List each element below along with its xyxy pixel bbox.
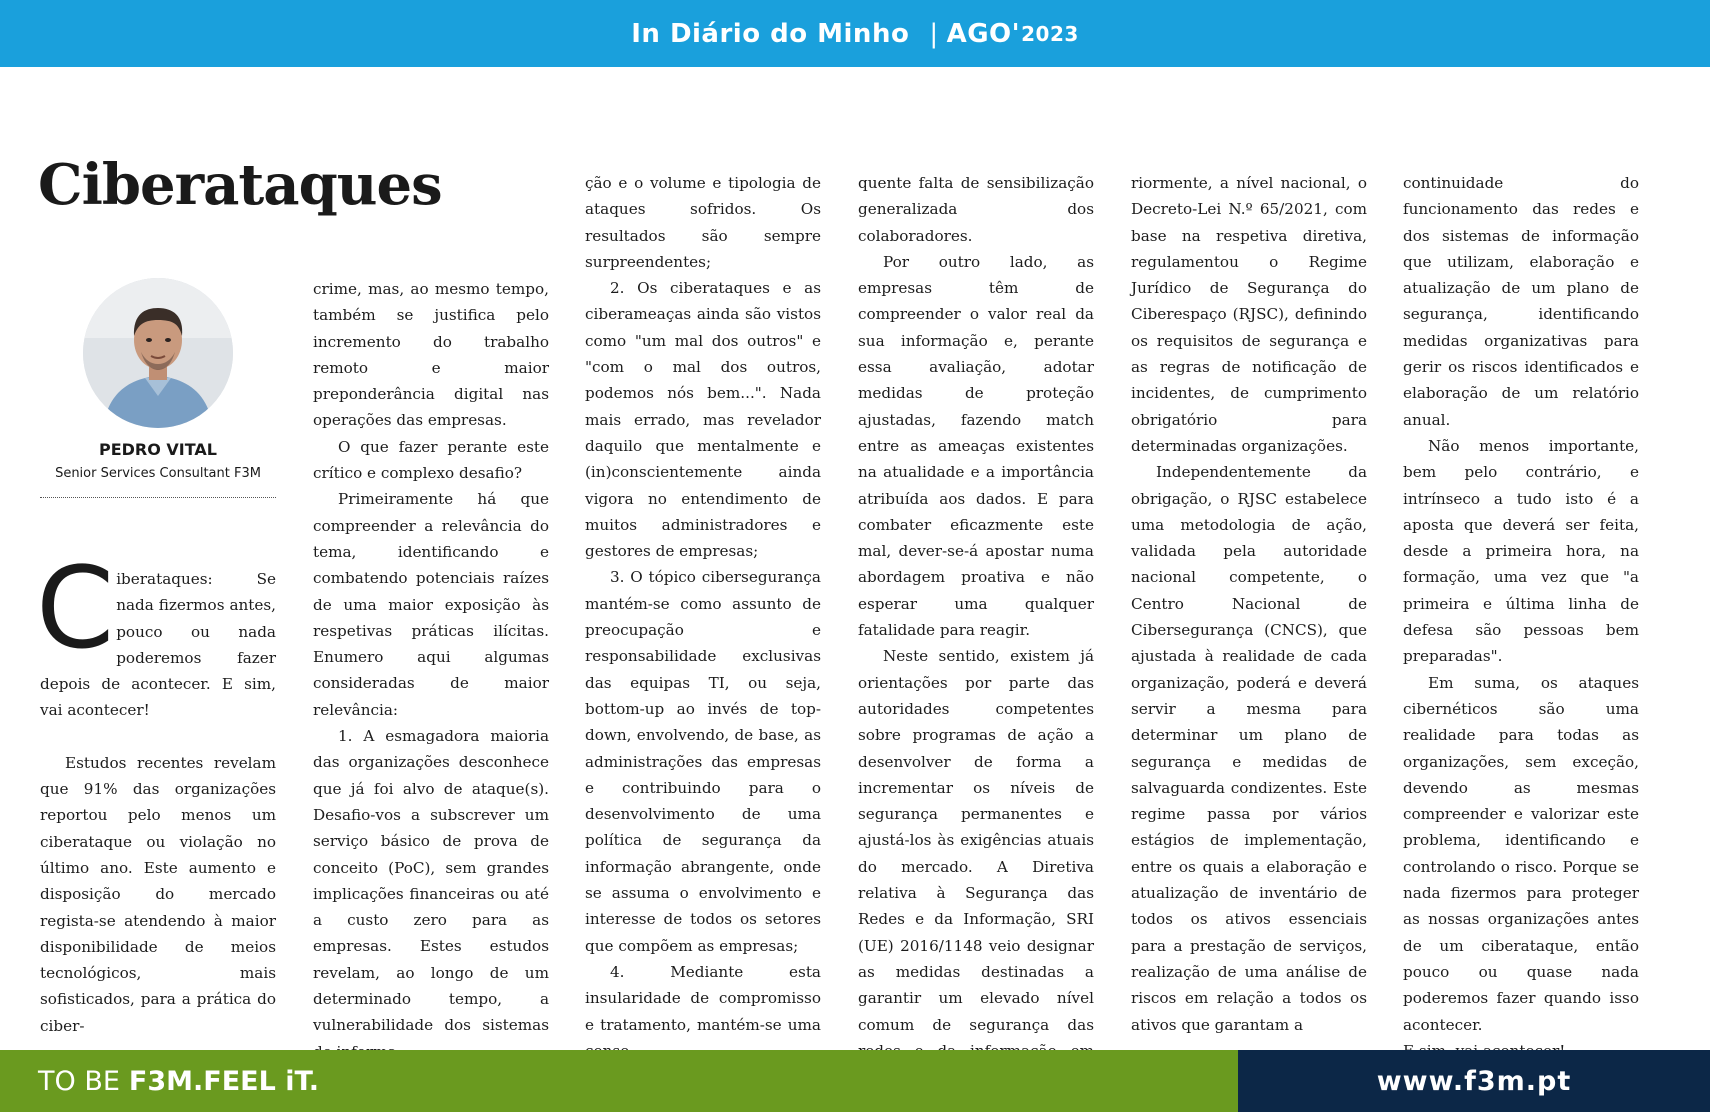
author-role: Senior Services Consultant F3M — [55, 466, 261, 481]
body-paragraph: 1. A esmagadora maioria das organizações desconhece que já foi alvo de ataque(s). Desafio-vos a subscrever um serviço básico de prova de conceito (PoC), sem grandes implicações financeiras ou até a custo zero para as empresas. Estes estudos revelam, ao longo de um determinado tempo, a vulnerabilidade dos sistemas — [313, 727, 549, 1035]
body-paragraph: riormente, a nível nacional, o Decreto-Lei N.º 65/2021, com base na respetiva diretiva, regulamentou o Regime Jurídico de Segurança do Ciberespaço (RJSC), definindo os requisitos de segurança e as regras de notificação de incidentes, de cumprimento obrigatório para determinadas organizações. — [1131, 174, 1367, 455]
author-photo — [83, 278, 233, 428]
body-paragraph: Estudos recentes revelam que 91% das organizações reportou pelo menos um ciberataque ou violação no último ano. Este aumento e disposição do mercado regista-se atendendo à maior disponibilidade de meios tecnológicos, mais sofisticados, para a prática do ciber- — [40, 753, 276, 1035]
footer-website-bar — [1238, 1050, 1710, 1112]
body-paragraph: Independentemente da obrigação, o RJSC estabelece uma metodologia de ação, validada pela autoridade nacional competente, o Centro Nacional de Cibersegurança (CNCS), que ajustada à realidade de cada organização, poderá e deverá servir a mesma para determinar um plano de segurança e medidas de salvaguarda condizentes. Este regime passa por vários estágios de implementação, entre os quais a elaboração e atualização de inventário de todos os ativos essenciais para a prestação de serviços, realização de uma análise de riscos em relação a todos os ativos que garantam a — [1131, 463, 1367, 1034]
website-link[interactable]: www.f3m.pt — [1376, 1065, 1572, 1097]
body-paragraph: Não menos importante, bem pelo contrário, e intrínseco a tudo isto é a aposta que deverá ser feita, desde a primeira hora, na formação, uma vez que "a primeira e última linha de defesa são pessoas bem preparadas". — [1403, 436, 1639, 666]
drop-cap: C — [36, 544, 115, 674]
body-paragraph: crime, mas, ao mesmo tempo, também se justifica pelo incremento do trabalho remoto e maior preponderância digital nas operações das empresas. — [313, 280, 549, 430]
author-name: PEDRO VITAL — [98, 440, 217, 459]
publication-name: In Diário do Minho — [631, 18, 910, 49]
article-column-4 — [858, 170, 1094, 1090]
article-title: Ciberataques — [38, 152, 442, 218]
body-paragraph: 2. Os ciberataques e as ciberameaças ainda são vistos como "um mal dos outros" e "com o mal dos outros, podemos nós bem...". Nada mais errado, mas revelador daquilo que mentalmente e (in)conscientemente ainda vigora no entendimento de muitos administradores e gestores de empresas; — [585, 279, 821, 561]
body-paragraph: continuidade do funcionamento das redes e dos sistemas de informação que utilizam, elaboração e atualização de um plano de segurança, identificando medidas organizativas para gerir os riscos identificados e elaboração de um relatório anual. — [1403, 174, 1639, 429]
article-column-2 — [313, 276, 549, 1065]
issue-year: 2023 — [1021, 21, 1079, 46]
header-separator: | — [929, 18, 939, 49]
body-paragraph: Primeiramente há que compreender a relevância do tema, identificando e combatendo potenciais raízes de uma maior exposição às respetivas práticas ilícitas. Enumero aqui algumas consideradas de maior relevância: — [313, 490, 549, 719]
body-paragraph: 4. Mediante esta insularidade de compromisso e tratamento, mantém-se uma — [585, 962, 821, 1034]
article-column-6 — [1403, 170, 1639, 1064]
author-divider — [40, 497, 276, 498]
body-paragraph: Por outro lado, as empresas têm de compreender o valor real da sua informação e, perante essa avaliação, adotar medidas de proteção ajustadas, fazendo match entre as ameaças existentes na atualidade e a importância atribuída aos dados. E para combater eficazmente este mal, dever-se-á apostar numa abordagem proativa e não esperar uma qualquer fatalidade para reagir. — [858, 252, 1094, 640]
body-paragraph: 3. O tópico cibersegurança mantém-se como assunto de preocupação e responsabilidade exclusivas das equipas TI, ou seja, bottom-up ao invés de top-down, envolvendo, de base, as administrações das empresas e contribuindo para o desenvolvimento de uma política de segurança da informação abrangente, onde se assuma o envolvimento e interesse de todos os setores que compõem as empresas; — [585, 568, 821, 955]
body-paragraph: Em suma, os ataques cibernéticos são uma realidade para todas as organizações, sem exceção, devendo as mesmas compreender e valorizar este problema, identificando e controlando o risco. Porque se nada fizermos para proteger as nossas organizações antes de um ciberataque, então pouco ou quase nada poderemos fazer quando isso acontecer. — [1403, 673, 1639, 1034]
body-paragraph: quente falta de sensibilização generalizada dos colaboradores. — [858, 174, 1094, 245]
slogan-brand: F3M.FEEL iT. — [128, 1065, 320, 1097]
intro-paragraph — [36, 544, 276, 724]
article-column-5 — [1131, 170, 1367, 1038]
intro-text: iberataques: Se nada fizermos antes, pouco ou nada poderemos fazer depois de acontecer. E sim, vai acontecer! — [40, 570, 276, 720]
article-column-1 — [36, 544, 276, 1039]
publication-header — [0, 0, 1710, 67]
author-portrait-icon — [83, 278, 233, 428]
slogan-prefix: TO BE — [38, 1065, 120, 1097]
article-column-3 — [585, 170, 821, 1064]
footer-slogan-bar — [0, 1050, 1238, 1112]
body-paragraph: O que fazer perante este crítico e complexo desafio? — [313, 437, 549, 483]
body-paragraph: ção e o volume e tipologia de ataques sofridos. Os resultados são sempre surpreendentes; — [585, 174, 821, 271]
body-paragraph: Neste sentido, existem já orientações por parte das autoridades competentes sobre programas de ação a desenvolver de forma a incrementar os níveis de segurança permanentes e ajustá-los às exigências atuais do mercado. A Diretiva relativa à Segurança das Redes e da Informação, SRI (UE) 2016/1148 veio designar as medidas destinadas a garantir um elevado nível comum de segurança das — [858, 647, 1094, 1034]
issue-month: AGO' — [946, 18, 1021, 49]
